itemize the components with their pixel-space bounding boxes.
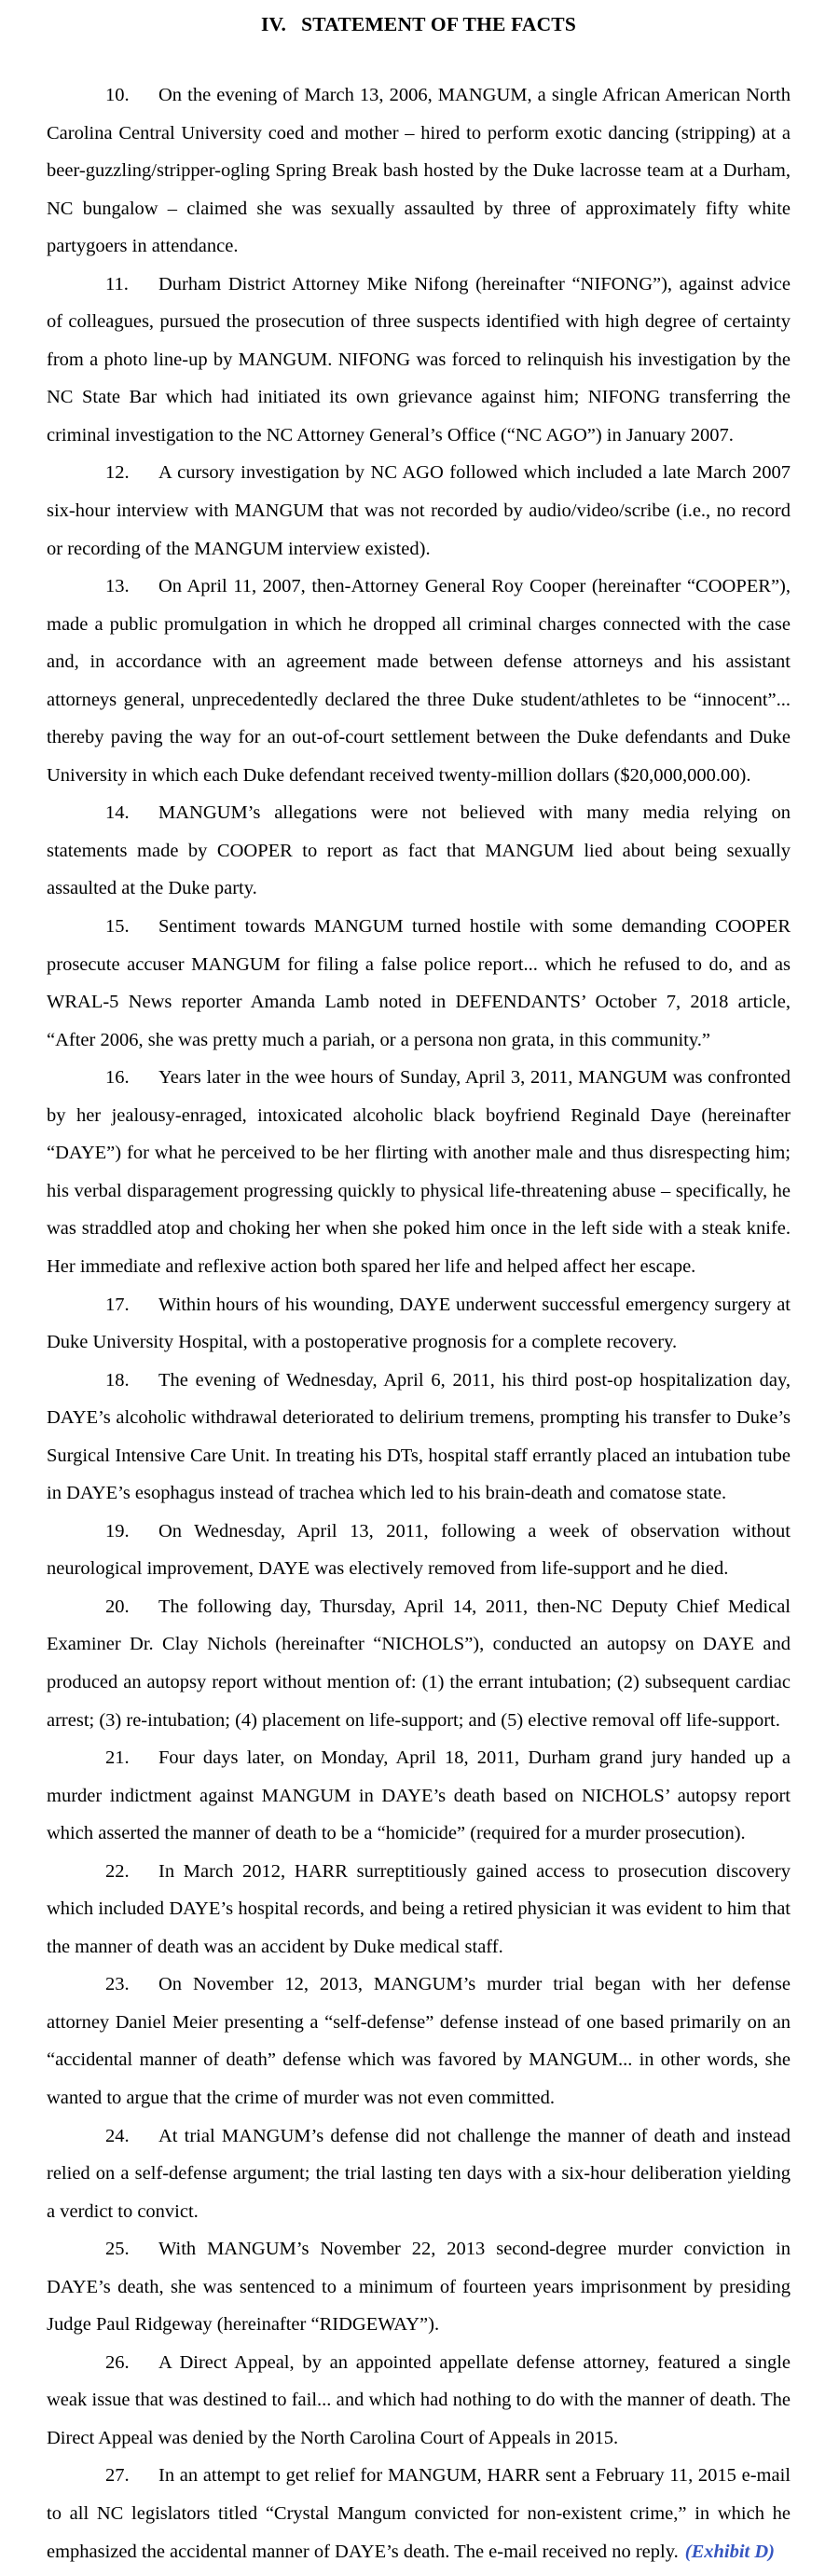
paragraph-14: [47, 794, 791, 908]
paragraph-22: [47, 1853, 791, 1966]
paragraph-text: A cursory investigation by NC AGO followed which included a late March 2007 six-hour interview with MANGUM that was not recorded by audio/video/scribe (i.e., no record or recording of the MANGUM interview existed).: [47, 462, 791, 559]
paragraph-24: [47, 2117, 791, 2231]
paragraph-15: [47, 908, 791, 1059]
paragraph-27: [47, 2457, 791, 2570]
paragraph-26: [47, 2344, 791, 2458]
paragraph-number: 19.: [105, 1520, 130, 1541]
paragraph-text: On November 12, 2013, MANGUM’s murder trial began with her defense attorney Daniel Meier presenting a “self-defense” defense instead of one based primarily on an “accidental manner of death” defense which was favored by MANGUM... in other words, she wanted to argue that the crime of murder was not even committed.: [47, 1974, 791, 2108]
paragraph-12: [47, 454, 791, 568]
paragraph-number: 10.: [105, 85, 130, 105]
section-heading-number: IV.: [260, 13, 287, 35]
paragraph-text: On the evening of March 13, 2006, MANGUM, a single African American North Carolina Central University coed and mother – hired to perform exotic dancing (stripping) at a beer-guzzling/stripper-ogling Spring Break bash hosted by the Duke lacrosse team at a Durham, NC bungalow – claimed she was sexually assaulted by three of approximately fifty white partygoers in attendance.: [47, 85, 791, 257]
paragraph-11: [47, 266, 791, 455]
paragraph-number: 14.: [105, 802, 130, 824]
paragraph-text: The evening of Wednesday, April 6, 2011, his third post-op hospitalization day, DAYE’s alcoholic withdrawal deteriorated to delirium tremens, prompting his transfer to Duke’s Surgical Intensive Care Unit. In treating his DTs, hospital staff errantly placed an intubation tube in DAYE’s esophagus instead of trachea which led to his brain-death and comatose state.: [47, 1369, 791, 1504]
paragraph-text: A Direct Appeal, by an appointed appellate defense attorney, featured a single weak issue that was destined to fail... and which had nothing to do with the manner of death. The Direct Appeal was denied by the North Carolina Court of Appeals in 2015.: [47, 2351, 791, 2448]
paragraph-text: With MANGUM’s November 22, 2013 second-degree murder conviction in DAYE’s death, she was sentenced to a minimum of fourteen years imprisonment by presiding Judge Paul Ridgeway (hereinafter “RIDGEWAY”).: [47, 2239, 791, 2336]
paragraph-text: Years later in the wee hours of Sunday, April 3, 2011, MANGUM was confronted by her jealousy-enraged, intoxicated alcoholic black boyfriend Reginald Daye (hereinafter “DAYE”) for what he perceived to be her flirting with another male and thus disrespecting him; his verbal disparagement progressing quickly to physical life-threatening abuse – specifically, he was straddled atop and choking her when she poked him once in the left side with a steak knife. Her immediate and reflexive action both spared her life and helped affect her escape.: [47, 1067, 791, 1277]
paragraph-25: [47, 2230, 791, 2344]
paragraph-number: 17.: [105, 1294, 130, 1315]
paragraph-text: At trial MANGUM’s defense did not challenge the manner of death and instead relied on a self-defense argument; the trial lasting ten days with a six-hour deliberation yielding a verdict to convict.: [47, 2125, 791, 2222]
facts-paragraphs: [47, 76, 791, 2570]
paragraph-number: 13.: [105, 576, 130, 597]
paragraph-17: [47, 1286, 791, 1362]
paragraph-20: [47, 1588, 791, 1739]
paragraph-number: 25.: [105, 2239, 130, 2260]
paragraph-text: On Wednesday, April 13, 2011, following a week of observation without neurological improvement, DAYE was electively removed from life-support and he died.: [47, 1520, 791, 1580]
paragraph-text: In March 2012, HARR surreptitiously gained access to prosecution discovery which included DAYE’s hospital records, and being a retired physician it was evident to him that the manner of death was an accident by Duke medical staff.: [47, 1860, 791, 1957]
paragraph-18: [47, 1362, 791, 1513]
paragraph-text: Durham District Attorney Mike Nifong (hereinafter “NIFONG”), against advice of colleagues, pursued the prosecution of three suspects identified with high degree of certainty from a photo line-up by MANGUM. NIFONG was forced to relinquish his investigation by the NC State Bar which had initiated its own grievance against him; NIFONG transferring the criminal investigation to the NC Attorney General’s Office (“NC AGO”) in January 2007.: [47, 273, 791, 445]
paragraph-19: [47, 1513, 791, 1588]
section-heading-title: STATEMENT OF THE FACTS: [301, 13, 577, 35]
paragraph-number: 21.: [105, 1747, 130, 1769]
paragraph-23: [47, 1966, 791, 2117]
paragraph-text: The following day, Thursday, April 14, 2011, then-NC Deputy Chief Medical Examiner Dr. Clay Nichols (hereinafter “NICHOLS”), conducted an autopsy on DAYE and produced an autopsy report without mention of: (1) the errant intubation; (2) subsequent cardiac arrest; (3) re-intubation; (4) placement on life-support; and (5) elective removal off life-support.: [47, 1596, 791, 1731]
paragraph-21: [47, 1739, 791, 1853]
paragraph-number: 18.: [105, 1369, 130, 1391]
paragraph-text: Within hours of his wounding, DAYE underwent successful emergency surgery at Duke University Hospital, with a postoperative prognosis for a complete recovery.: [47, 1294, 791, 1353]
paragraph-text: Four days later, on Monday, April 18, 2011, Durham grand jury handed up a murder indictment against MANGUM in DAYE’s death based on NICHOLS’ autopsy report which asserted the manner of death to be a “homicide” (required for a murder prosecution).: [47, 1747, 791, 1844]
paragraph-13: [47, 568, 791, 794]
section-heading: [47, 11, 791, 37]
paragraph-number: 20.: [105, 1596, 130, 1617]
paragraph-number: 23.: [105, 1974, 130, 1995]
paragraph-number: 22.: [105, 1860, 130, 1882]
paragraph-number: 26.: [105, 2351, 130, 2373]
paragraph-text: In an attempt to get relief for MANGUM, HARR sent a February 11, 2015 e-mail to all NC legislators titled “Crystal Mangum convicted for non-existent crime,” in which he emphasized the accidental manner of DAYE’s death. The e-mail received no reply.: [47, 2465, 791, 2562]
paragraph-text: On April 11, 2007, then-Attorney General Roy Cooper (hereinafter “COOPER”), made a public promulgation in which he dropped all criminal charges connected with the case and, in accordance with an agreement made between defense attorneys and his assistant attorneys general, unprecedentedly declared the three Duke student/athletes to be “innocent”... thereby paving the way for an out-of-court settlement between the Duke defendants and Duke University in which each Duke defendant received twenty-million dollars ($20,000,000.00).: [47, 576, 791, 786]
paragraph-16: [47, 1059, 791, 1285]
paragraph-text: MANGUM’s allegations were not believed with many media relying on statements made by COOPER to report as fact that MANGUM lied about being sexually assaulted at the Duke party.: [47, 802, 791, 899]
paragraph-number: 16.: [105, 1067, 130, 1089]
paragraph-number: 11.: [105, 273, 129, 295]
paragraph-number: 24.: [105, 2125, 130, 2146]
paragraph-number: 15.: [105, 916, 130, 938]
paragraph-number: 27.: [105, 2465, 130, 2487]
paragraph-text: Sentiment towards MANGUM turned hostile with some demanding COOPER prosecute accuser MANGUM for filing a false police report... which he refused to do, and as WRAL-5 News reporter Amanda Lamb noted in DEFENDANTS’ October 7, 2018 article, “After 2006, she was pretty much a pariah, or a persona non grata, in this community.”: [47, 916, 791, 1050]
exhibit-link[interactable]: (Exhibit D): [684, 2541, 776, 2562]
paragraph-number: 12.: [105, 462, 130, 484]
paragraph-10: [47, 76, 791, 266]
